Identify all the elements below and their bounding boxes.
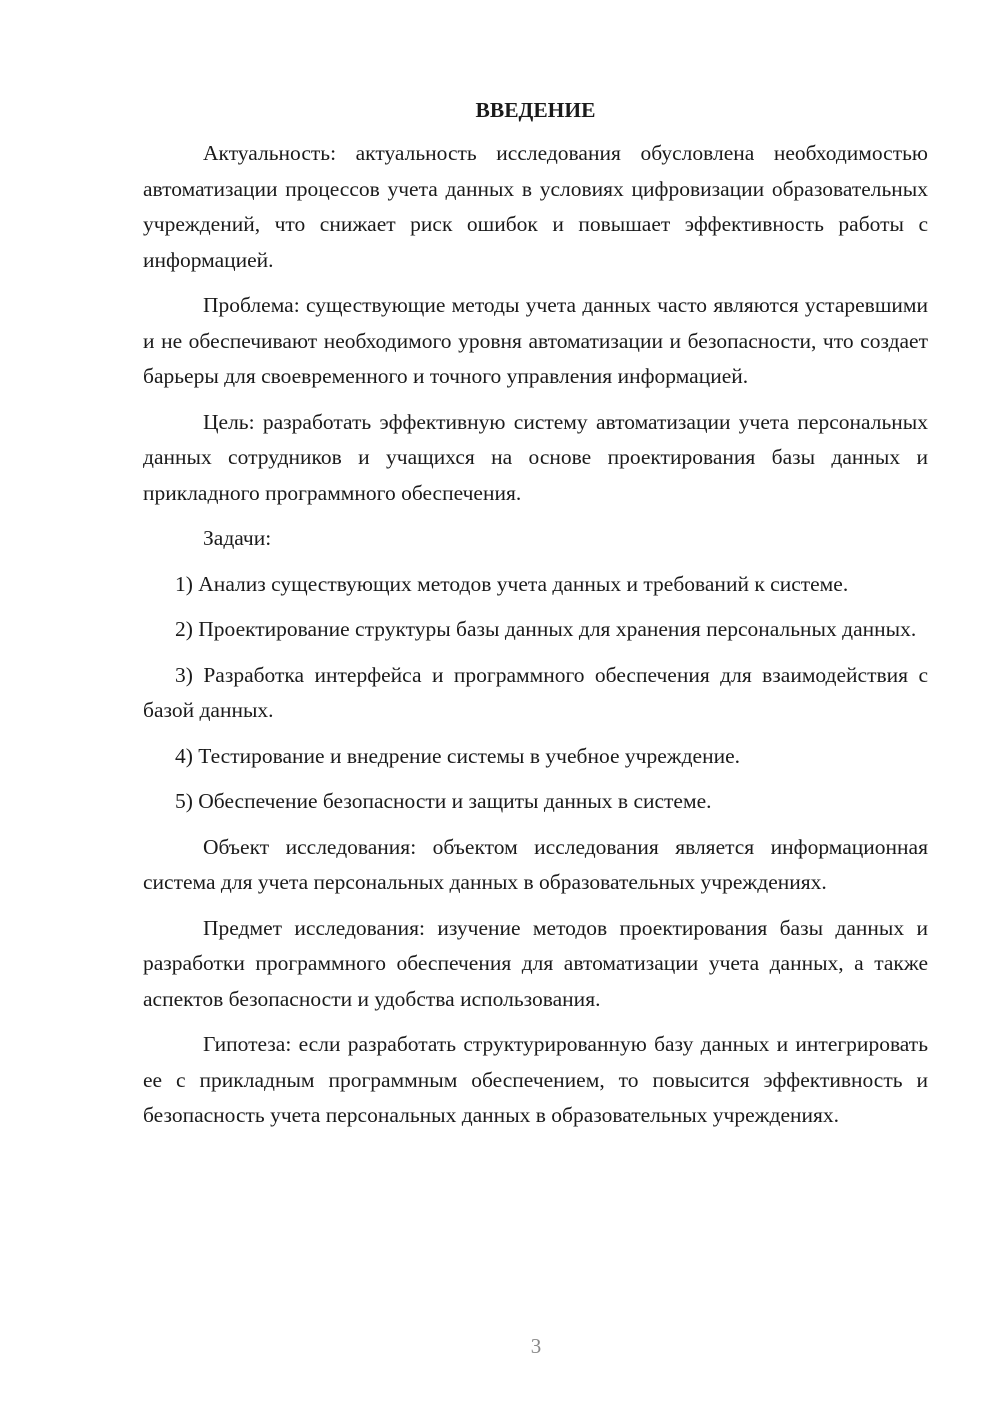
task-item-3: 3) Разработка интерфейса и программного обеспечения для взаимодействия с базой данных. [143, 662, 928, 722]
task-item-5: 5) Обеспечение безопасности и защиты данных в системе. [175, 789, 712, 813]
paragraph-subject: Предмет исследования: изучение методов проектирования базы данных и разработки программного обеспечения для автоматизации учета данных, а также аспектов безопасности и удобства использования. [143, 915, 928, 1011]
tasks-heading: Задачи: [203, 526, 272, 550]
page-number: 3 [530, 1334, 542, 1358]
paragraph-hypothesis: Гипотеза: если разработать структурированную базу данных и интегрировать ее с прикладным программным обеспечением, то повысится эффективность и безопасность учета персональных данных в образовательных учреждениях. [143, 1032, 928, 1127]
paragraph-object: Объект исследования: объектом исследования является информационная система для учета персональных данных в образовательных учреждениях. [143, 834, 928, 894]
paragraph-problem: Проблема: существующие методы учета данных часто являются устаревшими и не обеспечивают необходимого уровня автоматизации и безопасности, что создает барьеры для своевременного и точного управления информацией. [143, 293, 928, 388]
paragraph-goal: Цель: разработать эффективную систему автоматизации учета персональных данных сотрудников и учащихся на основе проектирования базы данных и прикладного программного обеспечения. [143, 409, 928, 505]
document-page [143, 92, 928, 1144]
task-item-2: 2) Проектирование структуры базы данных для хранения персональных данных. [175, 617, 917, 641]
section-title: ВВЕДЕНИЕ [475, 98, 596, 122]
paragraph-relevance: Актуальность: актуальность исследования обусловлена необходимостью автоматизации процессов учета данных в условиях цифровизации образовательных учреждений, что снижает риск ошибок и повышает эффективность работы с информацией. [143, 141, 928, 272]
task-item-1: 1) Анализ существующих методов учета данных и требований к системе. [175, 571, 849, 596]
task-item-4: 4) Тестирование и внедрение системы в учебное учреждение. [175, 743, 741, 768]
